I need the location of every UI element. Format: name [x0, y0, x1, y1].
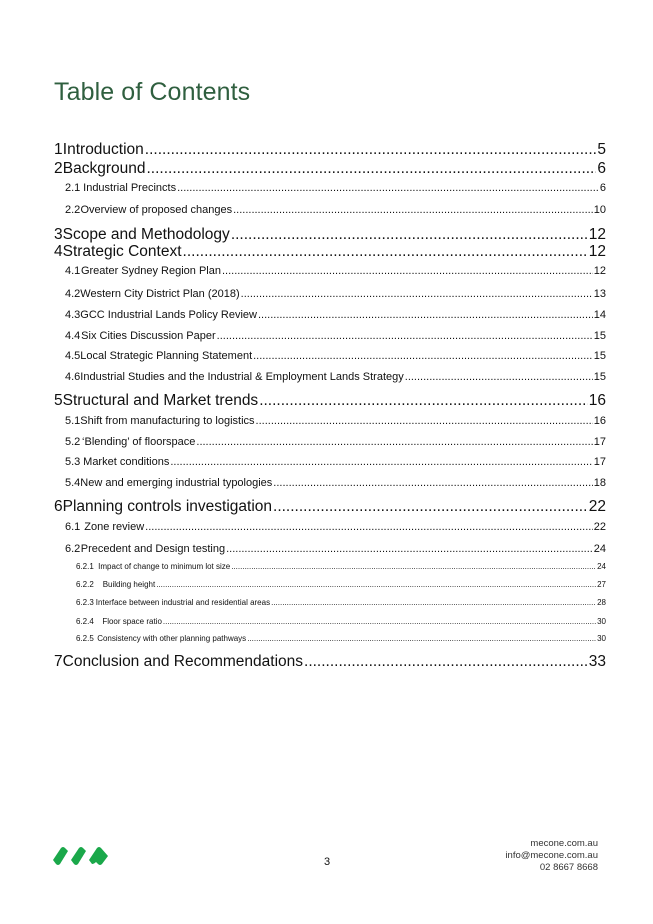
page-number: 3 — [323, 856, 331, 868]
toc-entry-page: 30 — [597, 634, 606, 643]
toc-entry-number: 2 — [54, 160, 63, 177]
toc-entry-page: 6 — [597, 160, 606, 177]
toc-entry-number: 5.1 — [65, 415, 81, 427]
toc-entry-number: 4.5 — [65, 350, 81, 362]
toc-entry[interactable] — [65, 456, 606, 471]
toc-entry-label: Consistency with other planning pathways — [97, 634, 247, 643]
toc-entry-label: Floor space ratio — [102, 617, 162, 626]
toc-leader-dots — [145, 521, 593, 533]
toc-leader-dots — [271, 598, 596, 607]
toc-entry[interactable] — [54, 653, 606, 673]
toc-entry-page: 5 — [597, 141, 606, 158]
toc-leader-dots — [170, 456, 592, 468]
toc-leader-dots — [177, 182, 599, 194]
toc-entry-page: 27 — [597, 580, 606, 589]
toc-entry[interactable] — [76, 598, 606, 609]
toc-entry-number: 5.4 — [65, 477, 81, 489]
toc-entry[interactable] — [65, 350, 606, 365]
toc-entry-number: 4.6 — [65, 371, 81, 383]
toc-entry-label: Industrial Precincts — [83, 182, 177, 194]
toc-entry[interactable] — [54, 498, 606, 518]
toc-leader-dots — [304, 653, 588, 671]
toc-entry[interactable] — [65, 436, 606, 451]
toc-leader-dots — [233, 204, 593, 216]
toc-entry-page: 12 — [593, 265, 606, 277]
toc-entry-number: 6.2 — [65, 543, 81, 555]
toc-entry-label: Six Cities Discussion Paper — [81, 330, 216, 342]
toc-entry-number: 6.1 — [65, 521, 81, 533]
toc-entry-page: 24 — [593, 543, 606, 555]
toc-leader-dots — [231, 226, 588, 244]
toc-entry[interactable] — [65, 182, 606, 197]
toc-leader-dots — [222, 265, 593, 277]
toc-entry-label: ‘Blending’ of floorspace — [82, 436, 196, 448]
toc-entry-number: 6.2.4 — [76, 617, 94, 626]
toc-entry-page: 17 — [593, 436, 606, 448]
toc-entry-page: 15 — [593, 330, 606, 342]
toc-entry-page: 33 — [588, 653, 606, 670]
toc-entry-number: 5.2 — [65, 436, 81, 448]
toc-entry-number: 1 — [54, 141, 63, 158]
toc-leader-dots — [258, 309, 593, 321]
toc-entry-label: Strategic Context — [62, 243, 182, 260]
toc-entry-number: 3 — [54, 226, 63, 243]
toc-leader-dots — [231, 562, 596, 571]
toc-entry-number: 4.3 — [65, 309, 81, 321]
toc-leader-dots — [259, 392, 588, 410]
toc-entry-number: 6.2.3 — [76, 598, 94, 607]
toc-entry-number: 6 — [54, 498, 63, 515]
toc-entry[interactable] — [76, 580, 606, 591]
toc-entry-label: Local Strategic Planning Statement — [80, 350, 253, 362]
toc-entry[interactable] — [76, 634, 606, 645]
toc-entry-number: 6.2.1 — [76, 562, 94, 571]
toc-entry[interactable] — [54, 160, 606, 180]
toc-entry-number: 4.2 — [65, 288, 81, 300]
toc-entry-page: 24 — [597, 562, 606, 571]
page-title: Table of Contents — [54, 78, 251, 106]
toc-entry-label: Precedent and Design testing — [80, 543, 226, 555]
toc-entry-page: 15 — [593, 371, 606, 383]
toc-entry[interactable] — [65, 309, 606, 324]
toc-leader-dots — [273, 477, 592, 489]
toc-entry[interactable] — [54, 392, 606, 412]
footer-contact — [505, 838, 598, 874]
toc-entry-page: 22 — [588, 498, 606, 515]
toc-entry-number: 4.4 — [65, 330, 81, 342]
toc-entry[interactable] — [65, 204, 606, 219]
toc-entry-page: 14 — [593, 309, 606, 321]
toc-entry-number: 7 — [54, 653, 63, 670]
toc-entry-label: New and emerging industrial typologies — [80, 477, 273, 489]
toc-leader-dots — [226, 543, 593, 555]
toc-entry-page: 30 — [597, 617, 606, 626]
toc-entry-label: Overview of proposed changes — [80, 204, 233, 216]
toc-leader-dots — [405, 371, 593, 383]
toc-entry[interactable] — [76, 562, 606, 573]
toc-entry-label: Planning controls investigation — [62, 498, 273, 515]
toc-entry-label: Introduction — [62, 141, 144, 158]
toc-entry-number: 4.1 — [65, 265, 81, 277]
toc-entry[interactable] — [65, 543, 606, 558]
toc-entry-page: 10 — [593, 204, 606, 216]
toc-entry-label: Impact of change to minimum lot size — [98, 562, 231, 571]
toc-entry[interactable] — [65, 265, 606, 280]
toc-entry-page: 18 — [593, 477, 606, 489]
toc-leader-dots — [273, 498, 588, 516]
toc-entry-page: 13 — [593, 288, 606, 300]
mecone-logo-icon — [52, 838, 110, 868]
toc-leader-dots — [145, 141, 597, 159]
toc-leader-dots — [183, 243, 588, 261]
toc-entry-page: 12 — [588, 243, 606, 260]
toc-entry-label: Structural and Market trends — [62, 392, 259, 409]
toc-leader-dots — [256, 415, 593, 427]
toc-entry-page: 22 — [593, 521, 606, 533]
toc-entry-label: Scope and Methodology — [62, 226, 230, 243]
toc-entry-number: 2.2 — [65, 204, 81, 216]
toc-entry-number: 6.2.5 — [76, 634, 94, 643]
footer-email-link[interactable]: info@mecone.com.au — [505, 850, 598, 861]
toc-leader-dots — [241, 288, 593, 300]
toc-entry-page: 6 — [599, 182, 606, 194]
footer-phone: 02 8667 8668 — [539, 862, 598, 873]
toc-entry-label: Greater Sydney Region Plan — [80, 265, 221, 277]
toc-entry-label: Shift from manufacturing to logistics — [80, 415, 255, 427]
toc-leader-dots — [247, 634, 596, 643]
toc-entry[interactable] — [65, 330, 606, 345]
toc-entry-label: Zone review — [84, 521, 145, 533]
toc-entry[interactable] — [54, 243, 606, 263]
toc-entry-page: 16 — [593, 415, 606, 427]
toc-entry-number: 5 — [54, 392, 63, 409]
toc-entry[interactable] — [65, 415, 606, 430]
toc-entry-page: 12 — [588, 226, 606, 243]
toc-leader-dots — [196, 436, 592, 448]
toc-entry-page: 15 — [593, 350, 606, 362]
toc-entry[interactable] — [65, 288, 606, 303]
toc-entry-label: Industrial Studies and the Industrial & Employment Lands Strategy — [80, 371, 404, 383]
footer-website-link[interactable]: mecone.com.au — [530, 838, 598, 849]
toc-entry-page: 17 — [593, 456, 606, 468]
toc-leader-dots — [147, 160, 597, 178]
toc-entry-label: GCC Industrial Lands Policy Review — [80, 309, 257, 321]
toc-entry-label: Building height — [102, 580, 156, 589]
toc-entry[interactable] — [76, 617, 606, 628]
toc-entry-label: Conclusion and Recommendations — [62, 653, 304, 670]
toc-leader-dots — [217, 330, 593, 342]
toc-entry-label: Market conditions — [83, 456, 170, 468]
toc-leader-dots — [253, 350, 593, 362]
toc-entry[interactable] — [65, 371, 606, 386]
toc-entry-label: Western City District Plan (2018) — [80, 288, 240, 300]
toc-entry[interactable] — [54, 141, 606, 161]
toc-entry-number: 6.2.2 — [76, 580, 94, 589]
toc-entry-number: 2.1 — [65, 182, 81, 194]
toc-entry-label: Interface between industrial and residential areas — [95, 598, 271, 607]
toc-entry-number: 4 — [54, 243, 63, 260]
toc-entry-page: 28 — [597, 598, 606, 607]
toc-leader-dots — [156, 580, 596, 589]
toc-entry-number: 5.3 — [65, 456, 81, 468]
toc-entry-page: 16 — [588, 392, 606, 409]
toc-entry[interactable] — [65, 477, 606, 492]
toc-leader-dots — [163, 617, 596, 626]
toc-entry-label: Background — [62, 160, 146, 177]
toc-entry[interactable] — [65, 521, 606, 536]
